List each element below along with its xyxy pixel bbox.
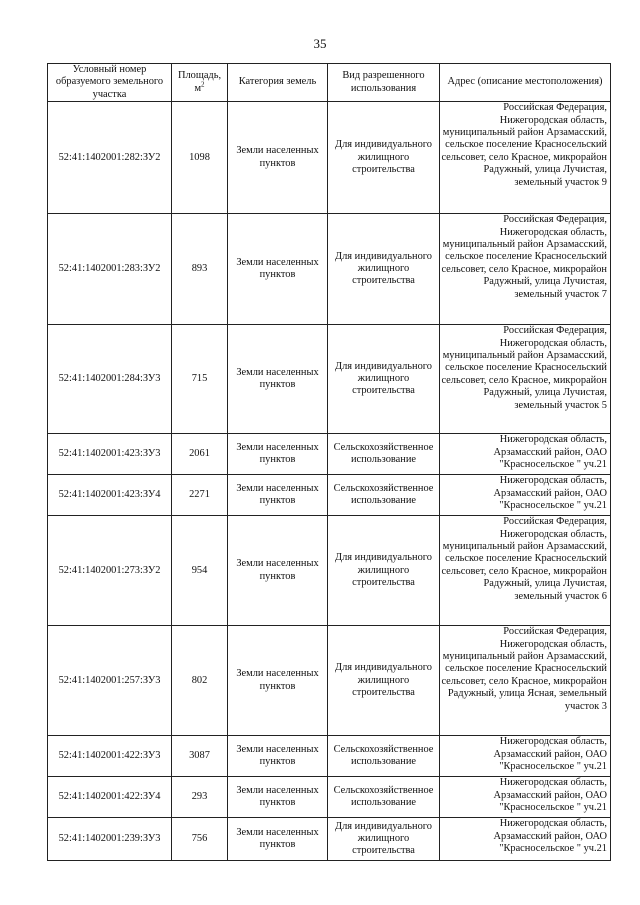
cell-address: Нижегородская область, Арзамасский район, ОАО "Красносельское " уч.21 — [440, 475, 611, 516]
cell-address: Нижегородская область, Арзамасский район, ОАО "Красносельское " уч.21 — [440, 434, 611, 475]
table-row — [48, 434, 611, 475]
table-row — [48, 475, 611, 516]
cell-number: 52:41:1402001:257:ЗУ3 — [48, 626, 172, 736]
cell-use: Сельскохозяйственное использование — [328, 736, 440, 777]
cell-address: Нижегородская область, Арзамасский район, ОАО "Красносельское " уч.21 — [440, 818, 611, 861]
cell-number: 52:41:1402001:239:ЗУ3 — [48, 818, 172, 861]
cell-number: 52:41:1402001:423:ЗУ4 — [48, 475, 172, 516]
cell-address: Нижегородская область, Арзамасский район, ОАО "Красносельское " уч.21 — [440, 736, 611, 777]
table-row — [48, 736, 611, 777]
cell-use: Для индивидуального жилищного строительства — [328, 325, 440, 434]
page-number: 35 — [313, 36, 327, 51]
table-row — [48, 325, 611, 434]
cell-number: 52:41:1402001:422:ЗУ4 — [48, 777, 172, 818]
cell-use: Для индивидуального жилищного строительства — [328, 102, 440, 214]
cell-address: Российская Федерация, Нижегородская область, муниципальный район Арзамасский, сельское поселение Красносельский сельсовет, село Красное, микрорайон Радужный, улица Ясная, земельный участок 3 — [440, 626, 611, 736]
cell-area: 954 — [172, 516, 228, 626]
cell-category: Земли населенных пунктов — [228, 626, 328, 736]
land-plots-table — [47, 63, 611, 861]
cell-address: Российская Федерация, Нижегородская область, муниципальный район Арзамасский, сельское поселение Красносельский сельсовет, село Красное, микрорайон Радужный, улица Лучистая, земельный участок 7 — [440, 214, 611, 325]
cell-area: 756 — [172, 818, 228, 861]
cell-category: Земли населенных пунктов — [228, 777, 328, 818]
cell-area: 2271 — [172, 475, 228, 516]
cell-use: Для индивидуального жилищного строительства — [328, 626, 440, 736]
table-row — [48, 818, 611, 861]
cell-category: Земли населенных пунктов — [228, 516, 328, 626]
table-row — [48, 626, 611, 736]
table-row — [48, 102, 611, 214]
cell-category: Земли населенных пунктов — [228, 325, 328, 434]
cell-use: Сельскохозяйственное использование — [328, 434, 440, 475]
header-category: Категория земель — [228, 64, 328, 102]
cell-area: 293 — [172, 777, 228, 818]
header-number: Условный номер образуемого земельного участка — [48, 64, 172, 102]
cell-use: Сельскохозяйственное использование — [328, 777, 440, 818]
cell-area: 893 — [172, 214, 228, 325]
cell-area: 802 — [172, 626, 228, 736]
cell-area: 2061 — [172, 434, 228, 475]
table-row — [48, 214, 611, 325]
header-area: Площадь, $м^2$ — [172, 64, 228, 102]
cell-category: Земли населенных пунктов — [228, 475, 328, 516]
cell-address: Нижегородская область, Арзамасский район, ОАО "Красносельское " уч.21 — [440, 777, 611, 818]
cell-category: Земли населенных пунктов — [228, 102, 328, 214]
cell-use: Сельскохозяйственное использование — [328, 475, 440, 516]
cell-number: 52:41:1402001:284:ЗУ3 — [48, 325, 172, 434]
cell-use: Для индивидуального жилищного строительства — [328, 818, 440, 861]
cell-category: Земли населенных пунктов — [228, 736, 328, 777]
cell-area: 1098 — [172, 102, 228, 214]
cell-category: Земли населенных пунктов — [228, 214, 328, 325]
cell-address: Российская Федерация, Нижегородская область, муниципальный район Арзамасский, сельское поселение Красносельский сельсовет, село Красное, микрорайон Радужный, улица Лучистая, земельный участок 9 — [440, 102, 611, 214]
table-row — [48, 516, 611, 626]
cell-use: Для индивидуального жилищного строительства — [328, 516, 440, 626]
cell-number: 52:41:1402001:273:ЗУ2 — [48, 516, 172, 626]
cell-address: Российская Федерация, Нижегородская область, муниципальный район Арзамасский, сельское поселение Красносельский сельсовет, село Красное, микрорайон Радужный, улица Лучистая, земельный участок 5 — [440, 325, 611, 434]
header-address: Адрес (описание местоположения) — [440, 64, 611, 102]
cell-use: Для индивидуального жилищного строительства — [328, 214, 440, 325]
cell-number: 52:41:1402001:422:ЗУ3 — [48, 736, 172, 777]
cell-area: 3087 — [172, 736, 228, 777]
cell-number: 52:41:1402001:282:ЗУ2 — [48, 102, 172, 214]
cell-category: Земли населенных пунктов — [228, 434, 328, 475]
cell-number: 52:41:1402001:283:ЗУ2 — [48, 214, 172, 325]
table-header-row — [48, 64, 611, 102]
cell-area: 715 — [172, 325, 228, 434]
cell-address: Российская Федерация, Нижегородская область, муниципальный район Арзамасский, сельское поселение Красносельский сельсовет, село Красное, микрорайон Радужный, улица Лучистая, земельный участок 6 — [440, 516, 611, 626]
cell-category: Земли населенных пунктов — [228, 818, 328, 861]
header-use: Вид разрешенного использования — [328, 64, 440, 102]
cell-number: 52:41:1402001:423:ЗУ3 — [48, 434, 172, 475]
table-row — [48, 777, 611, 818]
